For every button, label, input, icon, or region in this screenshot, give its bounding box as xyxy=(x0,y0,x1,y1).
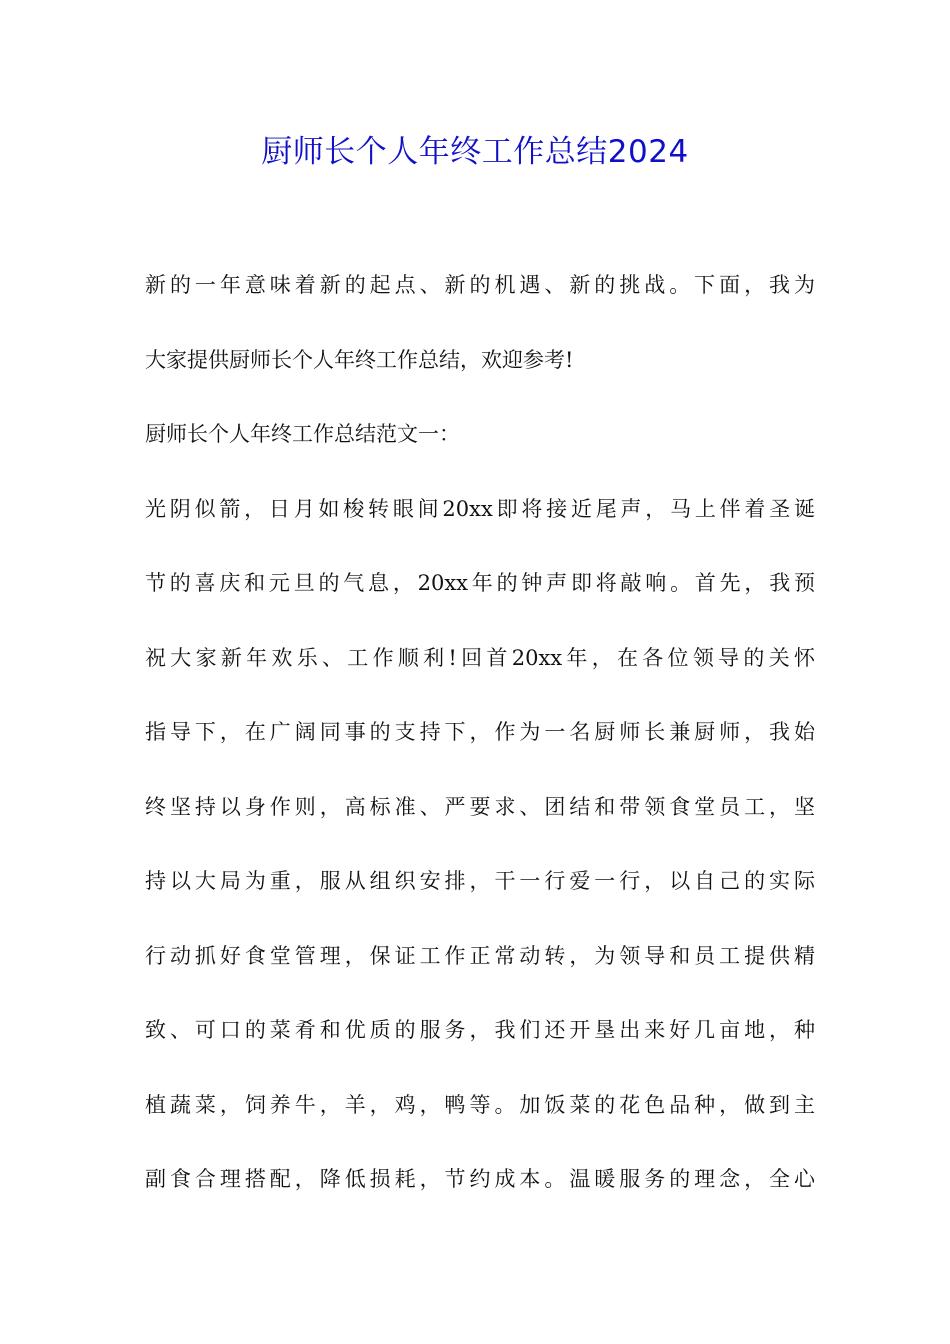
paragraph-line: 新的一年意味着新的起点、新的机遇、新的挑战。下面，我为 xyxy=(145,273,815,297)
paragraph-line: 植蔬菜，饲养牛，羊，鸡，鸭等。加饭菜的花色品种，做到主 xyxy=(145,1092,815,1117)
paragraph-line: 祝大家新年欢乐、工作顺利!回首20xx年，在各位领导的关怀 xyxy=(145,645,815,670)
paragraph-line: 持以大局为重，服从组织安排，干一行爱一行，以自己的实际 xyxy=(145,869,815,893)
paragraph-line: 行动抓好食堂管理，保证工作正常动转，为领导和员工提供精 xyxy=(145,943,815,968)
section-heading: 厨师长个人年终工作总结范文一： xyxy=(145,422,460,446)
paragraph-line: 副食合理搭配，降低损耗，节约成本。温暖服务的理念，全心 xyxy=(145,1167,815,1191)
paragraph-line: 终坚持以身作则，高标准、严要求、团结和带领食堂员工，坚 xyxy=(145,794,815,819)
document-body xyxy=(145,262,815,1231)
document-title: 厨师长个人年终工作总结2024 xyxy=(261,134,689,170)
paragraph-line: 光阴似箭，日月如梭转眼间20xx即将接近尾声，马上伴着圣诞 xyxy=(145,496,815,521)
paragraph-line: 节的喜庆和元旦的气息，20xx年的钟声即将敲响。首先，我预 xyxy=(145,571,815,595)
paragraph-line: 指导下，在广阔同事的支持下，作为一名厨师长兼厨师，我始 xyxy=(145,720,815,744)
paragraph-line: 致、可口的菜肴和优质的服务，我们还开垦出来好几亩地，种 xyxy=(145,1018,815,1042)
paragraph-line: 大家提供厨师长个人年终工作总结，欢迎参考! xyxy=(145,347,574,372)
